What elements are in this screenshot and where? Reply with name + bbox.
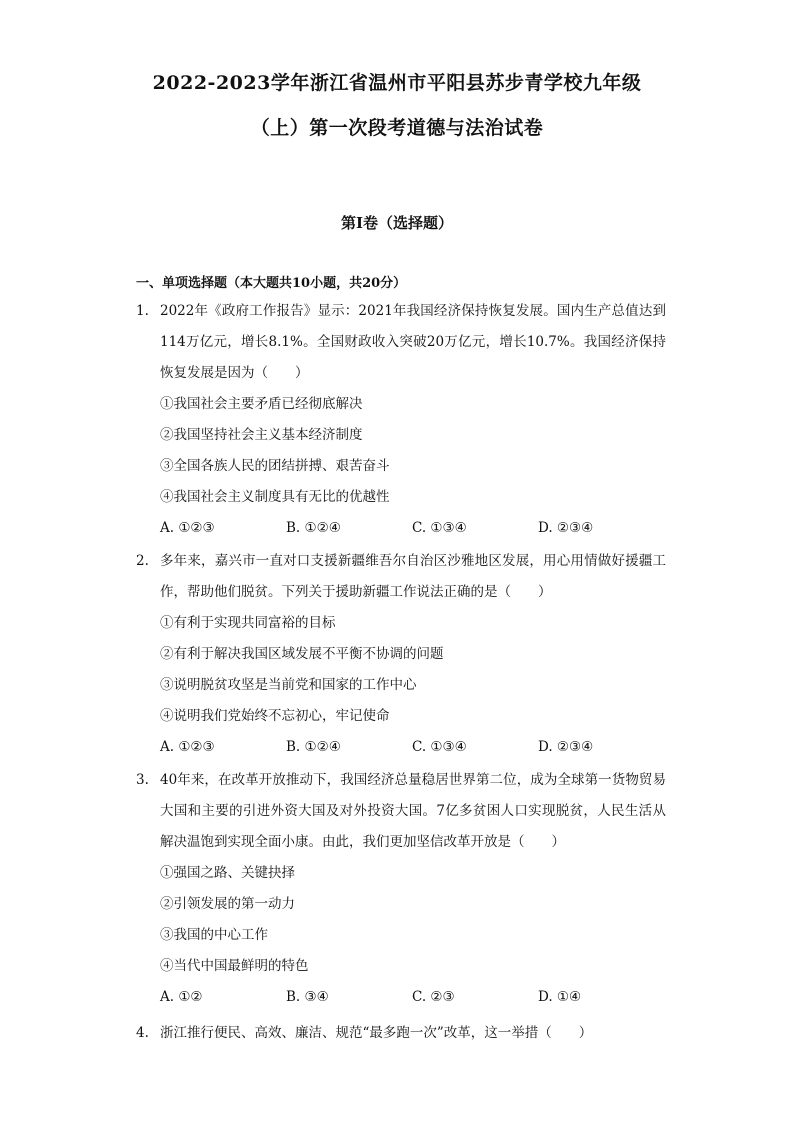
question-number: 3.: [136, 772, 149, 788]
statement-4: ④当代中国最鲜明的特色: [160, 958, 309, 974]
exam-title-line-1: 2022-2023学年浙江省温州市平阳县苏步青学校九年级: [152, 72, 642, 94]
choice-d: D. ②③④: [538, 520, 594, 536]
statement-1: ①强国之路、关键抉择: [160, 865, 295, 881]
section-title: 第Ⅰ卷（选择题）: [340, 214, 454, 232]
question-stem: 浙江推行便民、高效、廉洁、规范“最多跑一次”改革，这一举措（ ）: [160, 1025, 593, 1041]
statement-2: ②我国坚持社会主义基本经济制度: [160, 427, 363, 443]
part-heading: 一、单项选择题（本大题共10小题，共20分）: [136, 276, 407, 291]
question-number: 4.: [136, 1025, 149, 1041]
choice-a: A. ①②: [160, 989, 203, 1005]
question-stem: 2022年《政府工作报告》显示：2021年我国经济保持恢复发展。国内生产总值达到114万亿元，增长8.1%。全国财政收入突破20万亿元，增长10.7%。我国经济保持恢复发展是因为（ ）: [160, 303, 666, 381]
answer-choices: [160, 732, 666, 763]
statement-1: ①有利于实现共同富裕的目标: [160, 615, 336, 631]
choice-a: A. ①②③: [160, 739, 215, 755]
question-1: [136, 303, 666, 544]
answer-choices: [160, 982, 666, 1013]
question-number: 1.: [136, 303, 149, 319]
answer-choices: [160, 513, 666, 544]
statement-1: ①我国社会主要矛盾已经彻底解决: [160, 396, 363, 412]
question-3: [136, 772, 666, 1013]
choice-c: C. ②③: [412, 989, 455, 1005]
statement-3: ③我国的中心工作: [160, 927, 268, 943]
choice-c: C. ①③④: [412, 520, 467, 536]
choice-b: B. ①②④: [286, 739, 341, 755]
question-4: [136, 1025, 666, 1049]
question-stem: 多年来，嘉兴市一直对口支援新疆维吾尔自治区沙雅地区发展，用心用情做好援疆工作，帮助他们脱贫。下列关于援助新疆工作说法正确的是（ ）: [160, 553, 666, 600]
choice-a: A. ①②③: [160, 520, 215, 536]
statement-2: ②引领发展的第一动力: [160, 896, 295, 912]
statement-3: ③全国各族人民的团结拼搏、艰苦奋斗: [160, 458, 390, 474]
statement-4: ④我国社会主义制度具有无比的优越性: [160, 489, 390, 505]
choice-b: B. ③④: [286, 989, 329, 1005]
statement-3: ③说明脱贫攻坚是当前党和国家的工作中心: [160, 677, 417, 693]
exam-title-line-2: （上）第一次段考道德与法治试卷: [250, 117, 544, 139]
question-number: 2.: [136, 553, 149, 569]
choice-c: C. ①③④: [412, 739, 467, 755]
statement-2: ②有利于解决我国区域发展不平衡不协调的问题: [160, 646, 444, 662]
question-2: [136, 553, 666, 763]
choice-d: D. ②③④: [538, 739, 594, 755]
question-stem: 40年来，在改革开放推动下，我国经济总量稳居世界第二位，成为全球第一货物贸易大国和主要的引进外资大国及对外投资大国。7亿多贫困人口实现脱贫，人民生活从解决温饱到实现全面小康。由此，我们更加坚信改革开放是（ ）: [160, 772, 666, 850]
choice-b: B. ①②④: [286, 520, 341, 536]
statement-4: ④说明我们党始终不忘初心，牢记使命: [160, 708, 390, 724]
choice-d: D. ①④: [538, 989, 582, 1005]
